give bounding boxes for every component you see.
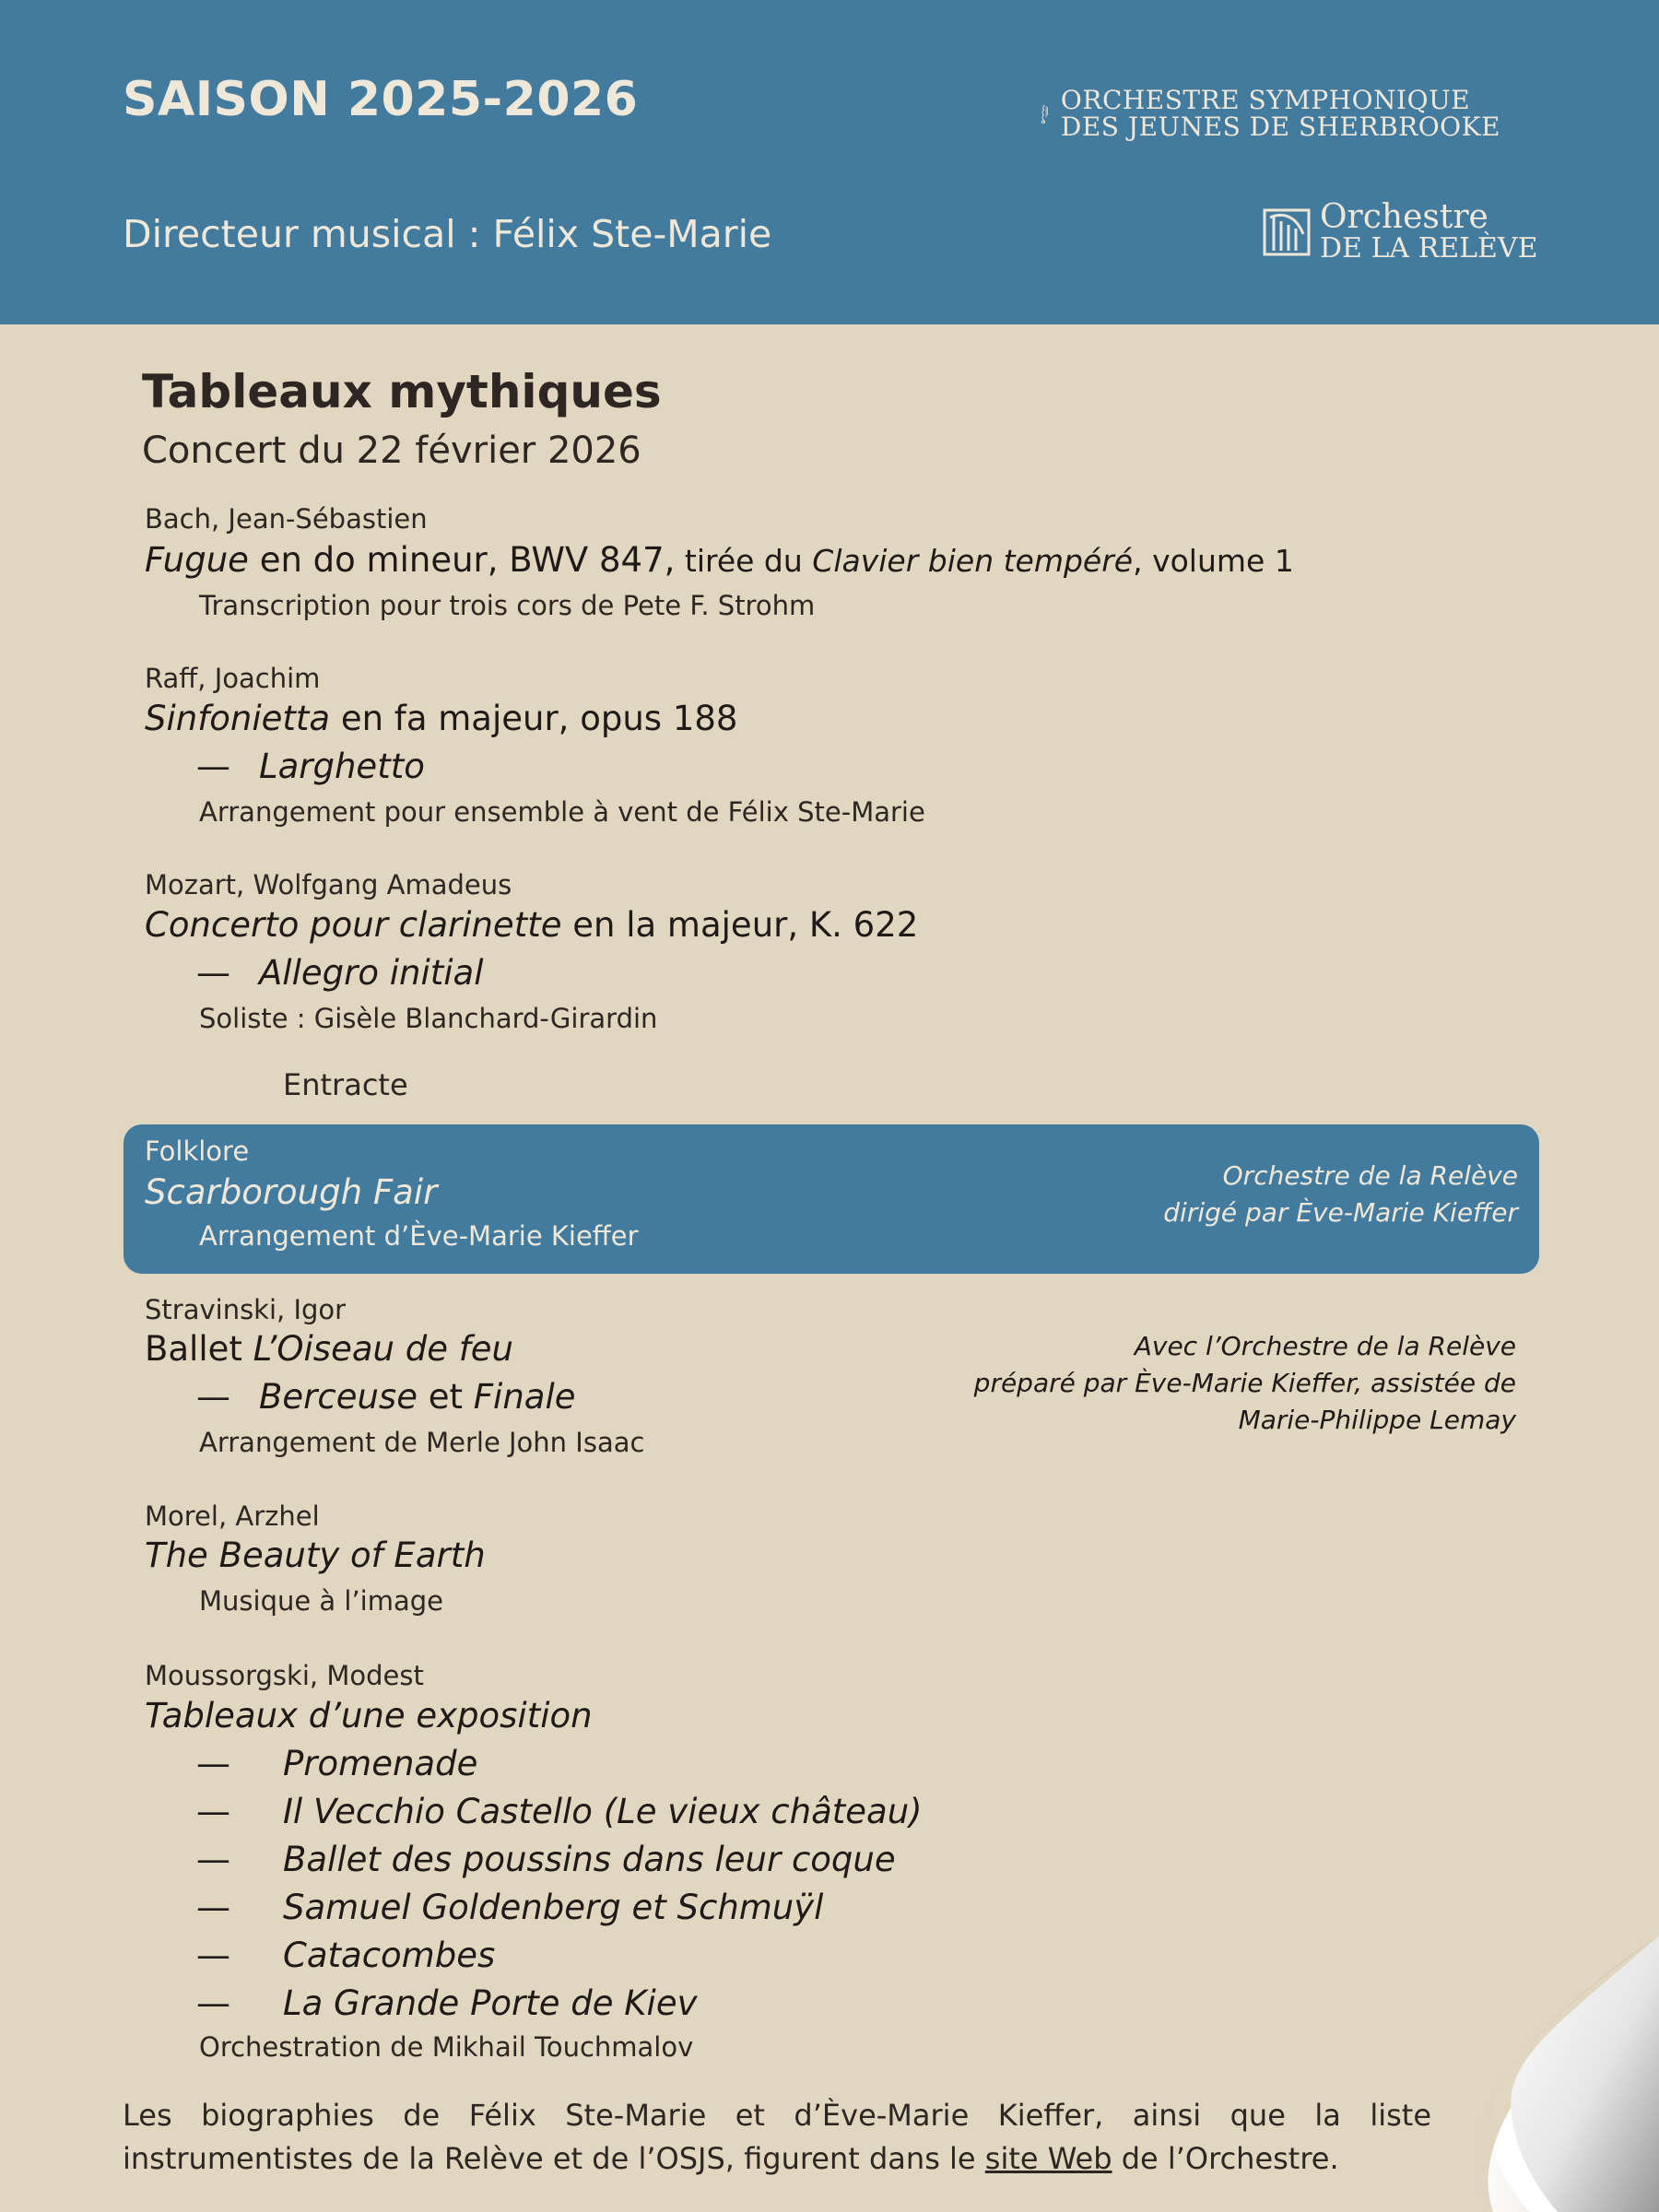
work-moussorgski: [145, 1696, 593, 1735]
movement-moussorgski-6: [196, 1983, 697, 2023]
work-moussorgski-title: Tableaux d’une exposition: [145, 1696, 593, 1735]
dash: —: [196, 1792, 230, 1831]
side-folklore-line1: Orchestre de la Relève: [1222, 1160, 1518, 1191]
movement-moussorgski-4: [196, 1888, 823, 1927]
note-stravinski: Arrangement de Merle John Isaac: [199, 1427, 645, 1458]
dash: —: [196, 1840, 230, 1879]
header-banner: [0, 0, 1659, 324]
movement-title: Samuel Goldenberg et Schmuÿl: [283, 1888, 824, 1927]
work-bach-title: Fugue: [145, 540, 249, 580]
side-folklore-line2: dirigé par Ève-Marie Kieffer: [1163, 1197, 1518, 1228]
harp-icon: [1263, 206, 1311, 258]
concert-title: Tableaux mythiques: [142, 365, 662, 418]
work-bach-volume: , volume 1: [1133, 543, 1294, 579]
dash: —: [196, 1888, 230, 1927]
osjs-logo-line2: DES JEUNES DE SHERBROOKE: [1060, 112, 1500, 142]
composer-stravinski: Stravinski, Igor: [145, 1294, 347, 1325]
releve-logo-line1: Orchestre: [1320, 198, 1488, 237]
movement-title: Ballet des poussins dans leur coque: [283, 1840, 896, 1879]
work-bach: [145, 540, 1294, 580]
dash: —: [196, 1377, 230, 1417]
movement-stravinski-a: Berceuse: [259, 1377, 418, 1417]
concert-date: Concert du 22 février 2026: [142, 429, 641, 472]
composer-mozart: Mozart, Wolfgang Amadeus: [145, 869, 512, 900]
movement-title: Promenade: [283, 1744, 478, 1783]
footer-text: Les biographies de Félix Ste-Marie et d’Ève-Marie Kieffer, ainsi que la liste instrumentistes de la Relève et de l’OSJS, figurent dans le: [123, 2098, 1431, 2176]
osjs-logo-line1: ORCHESTRE SYMPHONIQUE: [1060, 85, 1471, 116]
page-curl-icon: [1419, 1936, 1659, 2212]
side-note-folklore: [1163, 1158, 1518, 1231]
footer-text-end: de l’Orchestre.: [1112, 2141, 1339, 2176]
movement-title: Il Vecchio Castello (Le vieux château): [283, 1792, 923, 1831]
work-mozart-key: en la majeur, K. 622: [561, 905, 919, 945]
dash: —: [196, 1936, 230, 1975]
composer-bach: Bach, Jean-Sébastien: [145, 503, 428, 535]
note-mozart: Soliste : Gisèle Blanchard-Girardin: [199, 1003, 658, 1034]
dash: —: [196, 747, 230, 786]
work-mozart-title: Concerto pour clarinette: [145, 905, 562, 945]
side-stravinski-line2: préparé par Ève-Marie Kieffer, assistée de: [973, 1368, 1516, 1398]
movement-moussorgski-3: [196, 1840, 896, 1879]
work-bach-book: Clavier bien tempéré: [812, 543, 1134, 579]
side-stravinski-line3: Marie-Philippe Lemay: [1238, 1405, 1516, 1435]
movement-stravinski: [196, 1377, 576, 1417]
movement-raff-title: Larghetto: [259, 747, 425, 786]
work-morel: [145, 1535, 486, 1575]
highlight-box: [124, 1124, 1539, 1274]
releve-logo-line2: DE LA RELÈVE: [1320, 232, 1538, 265]
violin-icon: [1040, 72, 1050, 157]
composer-folklore: Folklore: [145, 1135, 250, 1167]
footer-paragraph: [123, 2094, 1431, 2181]
work-raff: [145, 699, 737, 738]
composer-raff: Raff, Joachim: [145, 663, 321, 694]
releve-logo: [1263, 198, 1539, 265]
note-raff: Arrangement pour ensemble à vent de Félix Ste-Marie: [199, 796, 925, 828]
work-bach-from: tirée du: [675, 543, 813, 579]
work-stravinski-title: L’Oiseau de feu: [253, 1329, 513, 1369]
dash: —: [196, 1983, 230, 2023]
movement-raff: [196, 747, 425, 786]
website-link[interactable]: site Web: [984, 2141, 1112, 2176]
work-morel-title: The Beauty of Earth: [145, 1535, 486, 1575]
work-stravinski-prefix: Ballet: [145, 1329, 253, 1369]
movement-title: Catacombes: [283, 1936, 496, 1975]
movement-moussorgski-5: [196, 1936, 495, 1975]
note-bach: Transcription pour trois cors de Pete F. Strohm: [199, 590, 816, 621]
dash: —: [196, 1744, 230, 1783]
movement-moussorgski-2: [196, 1792, 923, 1831]
composer-moussorgski: Moussorgski, Modest: [145, 1660, 424, 1691]
note-moussorgski: Orchestration de Mikhail Touchmalov: [199, 2031, 694, 2063]
work-folklore-title: Scarborough Fair: [145, 1172, 438, 1212]
movement-mozart: [196, 953, 483, 993]
note-morel: Musique à l’image: [199, 1585, 444, 1617]
note-folklore: Arrangement d’Ève-Marie Kieffer: [199, 1220, 639, 1252]
movement-title: La Grande Porte de Kiev: [283, 1983, 698, 2023]
music-director: Directeur musical : Félix Ste-Marie: [123, 212, 772, 256]
work-stravinski: [145, 1329, 513, 1369]
dash: —: [196, 953, 230, 993]
work-bach-key: en do mineur, BWV 847,: [248, 540, 676, 580]
side-stravinski-line1: Avec l’Orchestre de la Relève: [1134, 1331, 1516, 1361]
work-mozart: [145, 905, 918, 945]
osjs-logo: [1040, 72, 1500, 157]
side-note-stravinski: [974, 1328, 1516, 1439]
work-raff-key: en fa majeur, opus 188: [330, 699, 738, 738]
movement-moussorgski-1: [196, 1744, 477, 1783]
composer-morel: Morel, Arzhel: [145, 1500, 320, 1532]
work-folklore: [145, 1172, 437, 1212]
movement-mozart-title: Allegro initial: [259, 953, 484, 993]
movement-stravinski-b: Finale: [473, 1377, 576, 1417]
work-raff-title: Sinfonietta: [145, 699, 331, 738]
intermission: Entracte: [283, 1067, 408, 1102]
movement-stravinski-and: et: [417, 1377, 474, 1417]
season-title: SAISON 2025-2026: [123, 72, 639, 127]
